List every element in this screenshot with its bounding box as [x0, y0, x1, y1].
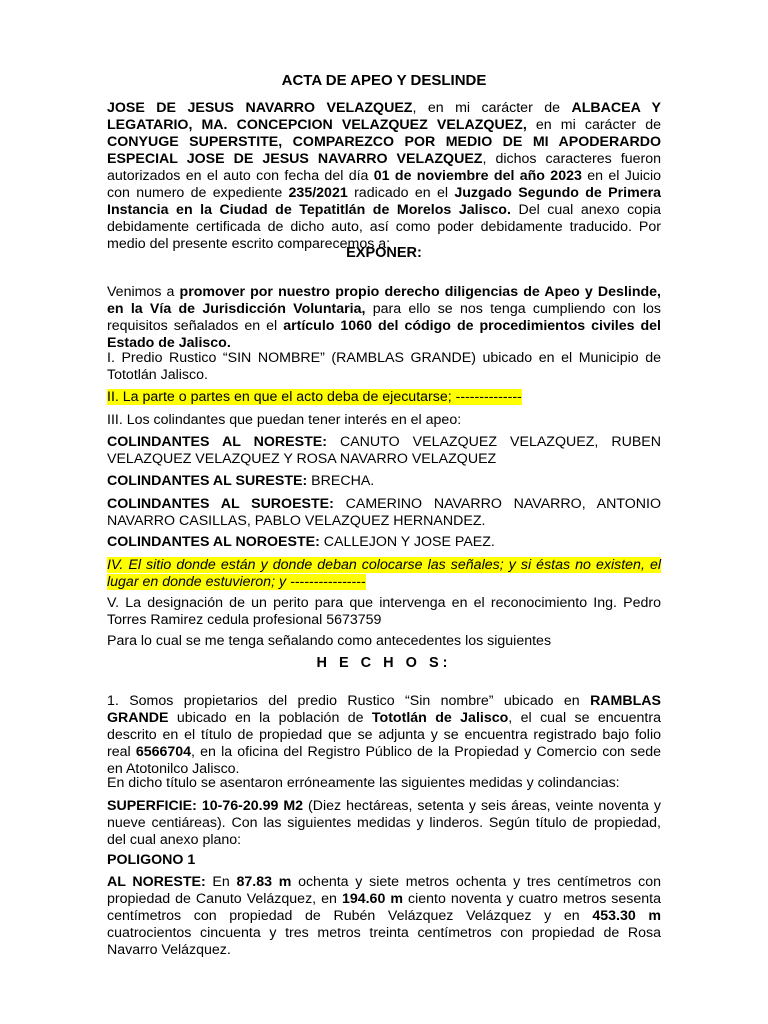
text-run: ochenta y siete metros ochenta y tres centímetros con propiedad de Canuto Velázquez, en	[107, 874, 661, 907]
colindantes-noroeste	[107, 534, 661, 551]
en-dicho-titulo: En dicho título se asentaron erróneamente las siguientes medidas y colindancias:	[107, 775, 620, 791]
text-run: , en mi carácter de	[412, 100, 572, 116]
text-run: CONYUGE SUPERSTITE, COMPAREZCO POR MEDIO DE MI APODERARDO ESPECIAL JOSE DE JESUS NAVARRO VELAZQUEZ	[107, 134, 661, 167]
hechos-heading: H E C H O S:	[316, 655, 452, 671]
item-4	[107, 557, 661, 591]
text-run: 235/2021	[288, 185, 348, 201]
text-run: Venimos a	[107, 284, 180, 300]
item-1: I. Predio Rustico “SIN NOMBRE” (RAMBLAS GRANDE) ubicado en el Municipio de Tototlán Jalisco.	[107, 350, 661, 383]
text-run: ALBACEA Y LEGATARIO, MA. CONCEPCION VELAZQUEZ VELAZQUEZ,	[107, 100, 661, 133]
para-lo-cual: Para lo cual se me tenga señalando como antecedentes los siguientes	[107, 633, 552, 649]
colindantes-noroeste-label: COLINDANTES AL NOROESTE:	[107, 534, 320, 550]
superficie-paragraph	[107, 798, 661, 849]
intro-paragraph	[107, 100, 661, 253]
poligono-heading: POLIGONO 1	[107, 852, 196, 868]
text-run: 6566704	[135, 744, 192, 760]
colindantes-noreste	[107, 434, 661, 468]
text-run: , el cual se encuentra descrito en el título de propiedad que se adjunta y se encuentra registrado bajo folio real	[107, 710, 661, 760]
item-4-highlight: IV. El sitio donde están y donde deban colocarse las señales; y si éstas no existen, el lugar en donde estuvieron; y ----------------	[107, 557, 661, 590]
text-run: JOSE DE JESUS NAVARRO VELAZQUEZ	[107, 100, 413, 116]
al-noreste-paragraph	[107, 874, 661, 959]
text-run: 01 de noviembre del año 2023	[373, 168, 582, 184]
text-run: 87.83 m	[236, 874, 292, 890]
exponer-heading: EXPONER:	[346, 245, 422, 261]
item-2-highlight: II. La parte o partes en que el acto deba de ejecutarse; --------------	[107, 389, 522, 405]
text-run: ubicado en la población de	[168, 710, 372, 726]
text-run: RAMBLAS GRANDE	[107, 693, 661, 726]
colindantes-sureste-text: BRECHA.	[307, 473, 375, 489]
text-run: para ello se nos tenga cumpliendo con los requisitos señalados en el	[107, 301, 661, 334]
colindantes-sureste-label: COLINDANTES AL SURESTE:	[107, 473, 308, 489]
text-run: en el Juicio con numero de expediente	[107, 168, 662, 201]
text-run: promover por nuestro propio derecho diligencias de Apeo y Deslinde, en la Vía de Jurisdicción Voluntaria,	[107, 284, 661, 317]
venimos-paragraph	[107, 284, 661, 352]
text-run: , en la oficina del Registro Público de la Propiedad y Comercio con sede en Atotonilco Jalisco.	[107, 744, 661, 777]
text-run: AL NORESTE:	[107, 874, 206, 890]
text-run: cuatrocientos cincuenta y tres metros treinta centímetros con propiedad de Rosa Navarro Velázquez.	[107, 925, 661, 958]
text-run: Del cual anexo copia debidamente certificada de dicho auto, así como poder debidamente traducido. Por medio del presente escrito comparecemos a:	[107, 202, 662, 252]
text-run: (Diez hectáreas, setenta y seis áreas, veinte noventa y nueve centiáreas). Con las siguientes medidas y linderos. Según título de propiedad, del cual anexo plano:	[107, 798, 661, 848]
document-title: ACTA DE APEO Y DESLINDE	[281, 72, 487, 89]
item-3: III. Los colindantes que puedan tener interés en el apeo:	[107, 412, 462, 428]
item-2	[107, 389, 661, 406]
text-run: Tototlán de Jalisco	[371, 710, 509, 726]
text-run: radicado en el	[347, 185, 455, 201]
colindantes-noreste-text: CANUTO VELAZQUEZ VELAZQUEZ, RUBEN VELAZQUEZ VELAZQUEZ Y ROSA NAVARRO VELAZQUEZ	[107, 434, 661, 467]
colindantes-suroeste-text: CAMERINO NAVARRO NAVARRO, ANTONIO NAVARRO CASILLAS, PABLO VELAZQUEZ HERNANDEZ.	[107, 496, 661, 529]
text-run: En	[205, 874, 237, 890]
colindantes-suroeste	[107, 496, 661, 530]
colindantes-noreste-label: COLINDANTES AL NORESTE:	[107, 434, 327, 450]
text-run: 194.60 m	[341, 891, 403, 907]
hecho-1-paragraph	[107, 693, 661, 778]
text-run: artículo 1060 del código de procedimientos civiles del Estado de Jalisco.	[107, 318, 661, 351]
text-run: ciento noventa y cuatro metros sesenta centímetros con propiedad de Rubén Velázquez Velázquez y en	[107, 891, 662, 924]
colindantes-sureste	[107, 473, 661, 490]
text-run: SUPERFICIE: 10-76-20.99 M2	[107, 798, 304, 814]
text-run: Juzgado Segundo de Primera Instancia en la Ciudad de Tepatitlán de Morelos Jalisco.	[107, 185, 661, 218]
colindantes-suroeste-label: COLINDANTES AL SUROESTE:	[107, 496, 334, 512]
text-run: 1. Somos propietarios del predio Rustico “Sin nombre” ubicado en	[107, 693, 591, 709]
text-run: 453.30 m	[592, 908, 662, 924]
item-5: V. La designación de un perito para que intervenga en el reconocimiento Ing. Pedro Torres Ramirez cedula profesional 5673759	[107, 595, 661, 628]
colindantes-noroeste-text: CALLEJON Y JOSE PAEZ.	[319, 534, 495, 550]
text-run: , dichos caracteres fueron autorizados en el auto con fecha del día	[107, 151, 661, 184]
text-run: en mi carácter de	[526, 117, 661, 133]
